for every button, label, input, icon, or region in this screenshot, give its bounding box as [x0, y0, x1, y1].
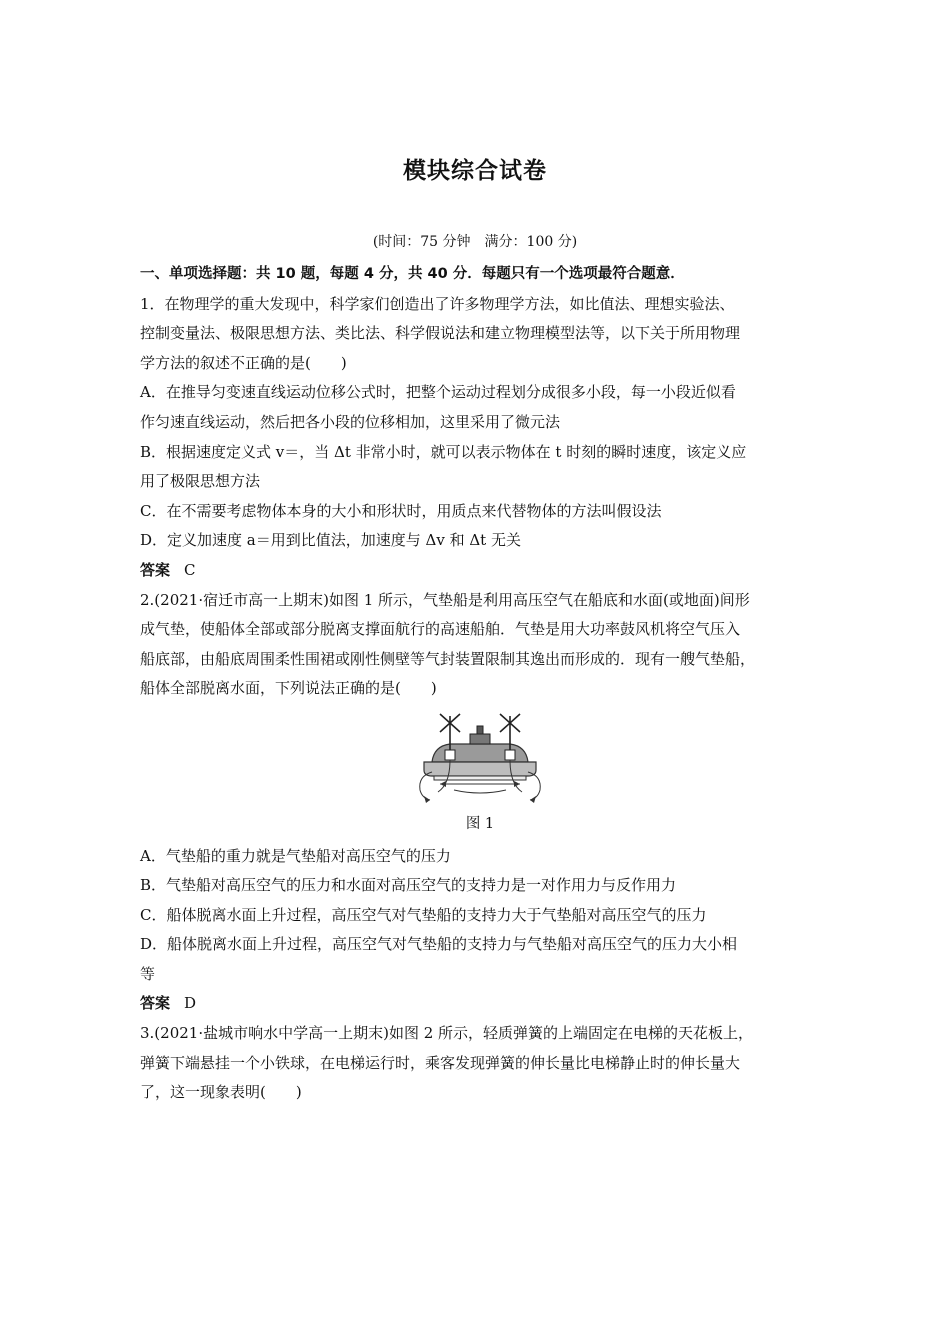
q1-answer [140, 556, 820, 586]
q1-stem-line: 1．在物理学的重大发现中，科学家们创造出了许多物理学方法，如比值法、理想实验法、 [140, 294, 735, 313]
exam-content [140, 260, 820, 1108]
q2-stem-line: 船体全部脱离水面，下列说法正确的是( ) [140, 679, 437, 698]
hovercraft-figure [140, 710, 820, 806]
q1-option-c: C．在不需要考虑物体本身的大小和形状时，用质点来代替物体的方法叫假设法 [140, 501, 662, 520]
q1-option-b: B．根据速度定义式 v＝，当 Δt 非常小时，就可以表示物体在 t 时刻的瞬时速度，该定义应 [140, 442, 747, 461]
q1-stem-line: 控制变量法、极限思想方法、类比法、科学假说法和建立物理模型法等，以下关于所用物理 [140, 324, 741, 343]
q1-option-d: D．定义加速度 a＝用到比值法，加速度与 Δv 和 Δt 无关 [140, 531, 521, 550]
q2-stem-line: 船底部，由船底周围柔性围裙或刚性侧壁等气封装置限制其逸出而形成的．现有一艘气垫船， [140, 649, 756, 668]
q2-option-d: D．船体脱离水面上升过程，高压空气对气垫船的支持力与气垫船对高压空气的压力大小相 [140, 935, 738, 954]
answer-label: 答案 [140, 994, 171, 1013]
hovercraft-illustration [410, 710, 550, 806]
q1-option-b-cont: 用了极限思想方法 [140, 472, 261, 491]
answer-value: C [184, 560, 196, 579]
answer-value: D [184, 994, 197, 1013]
question-3 [140, 1019, 820, 1108]
question-2 [140, 586, 820, 1020]
section-heading: 一、单项选择题：共 10 题，每题 4 分，共 40 分．每题只有一个选项最符合题意． [140, 266, 685, 282]
figure-caption: 图 1 [465, 815, 495, 832]
q3-stem-line: 弹簧下端悬挂一个小铁球，在电梯运行时，乘客发现弹簧的伸长量比电梯静止时的伸长量大 [140, 1053, 741, 1072]
q2-stem-line: 成气垫，使船体全部或部分脱离支撑面航行的高速船舶．气垫是用大功率鼓风机将空气压入 [140, 620, 741, 639]
q1-option-a: A．在推导匀变速直线运动位移公式时，把整个运动过程划分成很多小段，每一小段近似看 [140, 383, 736, 402]
q1-stem-line: 学方法的叙述不正确的是( ) [140, 353, 347, 372]
q2-option-c: C．船体脱离水面上升过程，高压空气对气垫船的支持力大于气垫船对高压空气的压力 [140, 905, 707, 924]
q2-option-b: B．气垫船对高压空气的压力和水面对高压空气的支持力是一对作用力与反作用力 [140, 876, 677, 895]
q2-option-a: A．气垫船的重力就是气垫船对高压空气的压力 [140, 846, 451, 865]
question-1 [140, 290, 820, 586]
q2-answer [140, 989, 820, 1019]
page-title: 模块综合试卷 [403, 158, 547, 184]
q1-option-a-cont: 作匀速直线运动，然后把各小段的位移相加，这里采用了微元法 [140, 412, 561, 431]
q3-stem-line: 3.(2021·盐城市响水中学高一上期末)如图 2 所示，轻质弹簧的上端固定在电梯的天花板上， [140, 1024, 754, 1043]
q2-stem-line: 2.(2021·宿迁市高一上期末)如图 1 所示，气垫船是利用高压空气在船底和水面(或地面)间形 [140, 590, 750, 609]
exam-info: (时间：75 分钟 满分：100 分) [372, 234, 578, 250]
q3-stem-line: 了，这一现象表明( ) [140, 1083, 302, 1102]
q2-option-d-cont: 等 [140, 964, 156, 983]
answer-label: 答案 [140, 560, 171, 579]
